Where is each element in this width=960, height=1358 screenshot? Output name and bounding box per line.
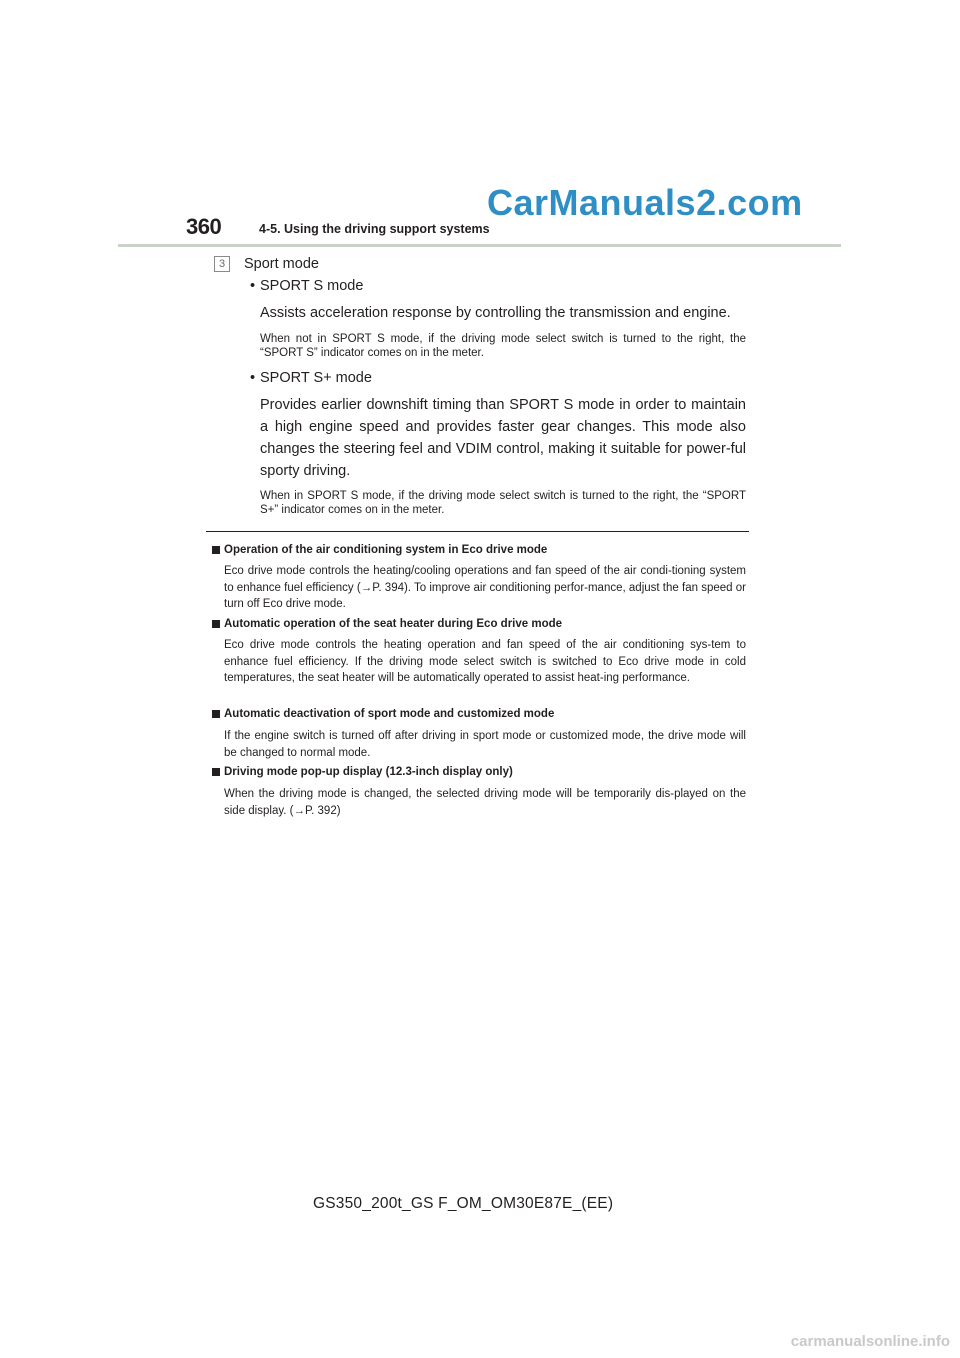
sport-s-description: Assists acceleration response by controlling the transmission and engine. [260, 305, 731, 321]
square-bullet-icon [212, 768, 220, 776]
sport-s-title: SPORT S mode [260, 278, 364, 294]
site-watermark: CarManuals2.com [487, 182, 803, 223]
info-heading [212, 708, 554, 720]
info-heading [212, 544, 547, 556]
info-heading-text: Operation of the air conditioning system in Eco drive mode [224, 544, 548, 556]
footer-watermark: carmanualsonline.info [790, 1333, 950, 1350]
page-number: 360 [186, 214, 222, 239]
square-bullet-icon [212, 546, 220, 554]
info-heading [212, 766, 513, 778]
document-code: GS350_200t_GS F_OM_OM30E87E_(EE) [313, 1195, 614, 1212]
header-rule [118, 244, 841, 247]
info-heading-text: Automatic deactivation of sport mode and customized mode [224, 708, 555, 720]
bullet-icon: • [250, 370, 256, 386]
info-heading [212, 618, 562, 630]
sport-s-plus-note: When in SPORT S mode, if the driving mode select switch is turned to the right, the “SPORT S+” indicator comes on in the meter. [260, 490, 746, 516]
sport-s-plus-description: Provides earlier downshift timing than SPORT S mode in order to maintain a high engine speed and provides faster gear changes. This mode also changes the steering feel and VDIM control, making it suitable for power-ful sporty driving. [260, 397, 746, 479]
info-body: Eco drive mode controls the heating operation and fan speed of the air conditioning sys-tem to enhance fuel efficiency. If the driving mode select switch is switched to Eco drive mode in cold temperatures, the seat heater will be automatically operated to assist heat-ing performance. [224, 639, 746, 684]
square-bullet-icon [212, 710, 220, 718]
bullet-icon: • [250, 278, 256, 294]
info-body: Eco drive mode controls the heating/cooling operations and fan speed of the air condi-tioning system to enhance fuel efficiency (→P. 394). To improve air conditioning perfor-mance, adjust the fan speed or turn off Eco drive mode. [224, 565, 746, 610]
info-heading-text: Driving mode pop-up display (12.3-inch display only) [224, 766, 513, 778]
sport-s-note: When not in SPORT S mode, if the driving mode select switch is turned to the right, the “SPORT S” indicator comes on in the meter. [260, 333, 746, 359]
info-heading-text: Automatic operation of the seat heater during Eco drive mode [224, 618, 563, 630]
square-bullet-icon [212, 620, 220, 628]
section-title: 4-5. Using the driving support systems [259, 222, 490, 236]
step-number-badge: 3 [214, 256, 230, 272]
info-body: If the engine switch is turned off after driving in sport mode or customized mode, the drive mode will be changed to normal mode. [224, 730, 746, 759]
section-divider [206, 531, 749, 532]
sport-s-plus-title: SPORT S+ mode [260, 370, 372, 386]
info-body: When the driving mode is changed, the selected driving mode will be temporarily dis-played on the side display. (→P. 392) [224, 788, 746, 817]
step-title: Sport mode [244, 256, 319, 272]
